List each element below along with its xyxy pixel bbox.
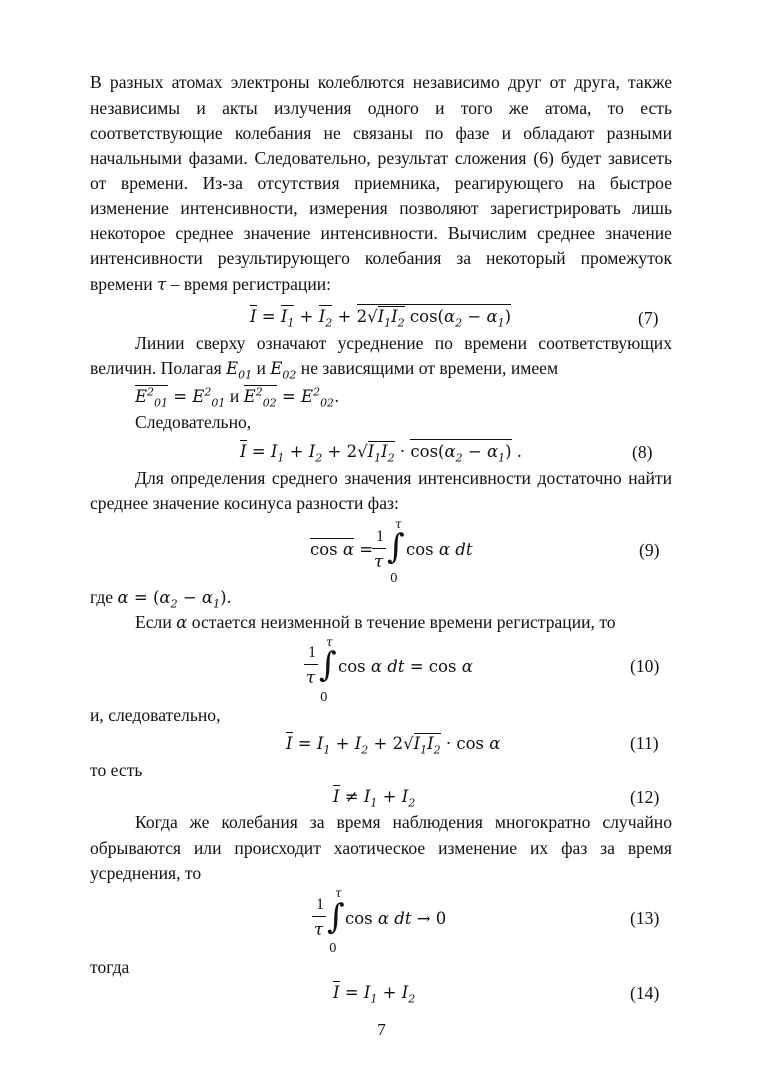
paragraph-line: Линии сверху означают усреднение по времени соответствующих — [135, 333, 672, 353]
paragraph-line: Когда же колебания за время наблюдения многократно случайно — [135, 812, 672, 832]
paragraph-line: В разных атомах электроны колеблются независимо друг от друга, также — [90, 72, 672, 92]
paragraph-line: величин. Полагая $E_{01}$ и $E_{02}$ не зависящими от времени, имеем — [90, 358, 559, 382]
paragraph-line: некоторое среднее значение интенсивности. Вычислим среднее значение — [90, 223, 672, 243]
paragraph-line: тогда — [90, 957, 130, 977]
equation-11: $I = I_1 + I_2 + 2√I_1I_2 \cdot \cos \alpha$ — [286, 734, 501, 757]
paragraph-line: и, следовательно, — [90, 705, 221, 725]
equation-8: $I = I_1 + I_2 + 2√I_1I_2 \cdot \cos(\alpha_2 - \alpha_1)$ . — [240, 439, 522, 464]
paragraph-line: Следовательно, — [135, 412, 252, 432]
paragraph-line: от времени. Из-за отсутствия приемника, реагирующего на быстрое — [90, 173, 672, 193]
equation-12: $I \ne I_1 + I_2$ — [333, 787, 416, 810]
average-squares-line: $E^2_{01} = E^2_{01}$ и $E^2_{02} = E^2_{02}$. — [135, 385, 340, 410]
paragraph-line: изменение интенсивности, измерения позволяют зарегистрировать лишь — [90, 198, 672, 218]
paragraph-line: обрываются или происходит хаотическое изменение их фаз за время — [90, 838, 672, 858]
paragraph-line: где $\alpha = (\alpha_2 - \alpha_1)$. — [90, 587, 232, 611]
page-number: 7 — [377, 1020, 386, 1039]
equation-number: (14) — [630, 983, 660, 1003]
equation-number: (13) — [630, 908, 660, 928]
paragraph-line: Для определения среднего значения интенсивности достаточно найти — [135, 468, 672, 488]
equation-number: (8) — [632, 442, 653, 462]
equation-7: $I = I_1 + I_2 + 2√I_1I_2$ $\cos(\alpha_2 - \alpha_1)$ — [250, 304, 511, 329]
equation-14: $I = I_1 + I_2$ — [333, 983, 416, 1006]
paragraph-line: то есть — [90, 760, 143, 780]
equation-number: (11) — [630, 733, 659, 753]
equation-number: (12) — [630, 787, 660, 807]
tau-symbol: τ — [157, 275, 167, 294]
paragraph-line: времени τ – время регистрации: — [90, 274, 332, 294]
paragraph-line: Если α остается неизменной в течение времени регистрации, то — [135, 612, 616, 632]
paragraph-line: среднее значение косинуса разности фаз: — [90, 493, 399, 513]
paragraph-line: независимы и акты излучения одного и того же атома, то есть — [90, 98, 672, 118]
document-page: В разных атомах электроны колеблются независимо друг от друга, также независимы и акты излучения одного и того же атома, то есть соответствующие колебания не связаны по фазе и обладают разными начальными фазами. Следовательно, результат сложения (6) будет зависеть от времени. Из-за отсутствия приемника, реагирующего на быстрое изменение интенсивности, измерения позволяют зарегистрировать лишь некоторое среднее значение интенсивности. Вычислим среднее значение интенсивности результирующего колебания за некоторый промежуток времени τ – время регистрации: $I = I_1 + I_2 + 2√I_1I_2$ $\cos(\alpha_2 - \alpha_1)$ (7) Линии сверху означают усреднение по времени соответствующих величин. Полагая $E_{01}$ и $E_{02}$ не зависящими от времени, имеем $E^2_{01} = E^2_{01}$ и $E^2_{02} = E^2_{02}$. Следовательно, $I = I_1 + I_2 + 2√I_1I_2 \cdot \cos(\alpha_2 - \alpha_1)$ . (8) Для определения среднего значения интенсивности достаточно найти среднее значение косинуса разности фаз: cos α = 1 τ τ ∫ 0 cos α dt (9) где $\alpha = (\alpha_2 - \alpha_1)$. Если α остается неизменной в течение времени регистрации, то 1 τ τ ∫ 0 cos α dt = cos α (10) и, следовательно, $I = I_1 + I_2 + 2√I_1I_2 \cdot \cos \alpha$ (11) то есть $I \ne I_1 + I_2$ (12) Когда же колебания за время наблюдения многократно случайно обрываются или происходит хаотическое изменение их фаз за время усреднения, то 1 τ τ ∫ 0 cos α dt → 0 (13) тогда $I = I_1 + I_2$ (14) 7 — [0, 0, 763, 1080]
equation-number: (7) — [638, 308, 659, 328]
paragraph-line: соответствующие колебания не связаны по фазе и обладают разными — [90, 123, 672, 143]
paragraph-line: усреднения, то — [90, 863, 202, 883]
equation-number: (9) — [639, 540, 660, 560]
equation-number: (10) — [630, 656, 660, 676]
paragraph-line: интенсивности результирующего колебания за некоторый промежуток — [90, 248, 672, 268]
paragraph-line: начальными фазами. Следовательно, результат сложения (6) будет зависеть — [90, 148, 672, 168]
